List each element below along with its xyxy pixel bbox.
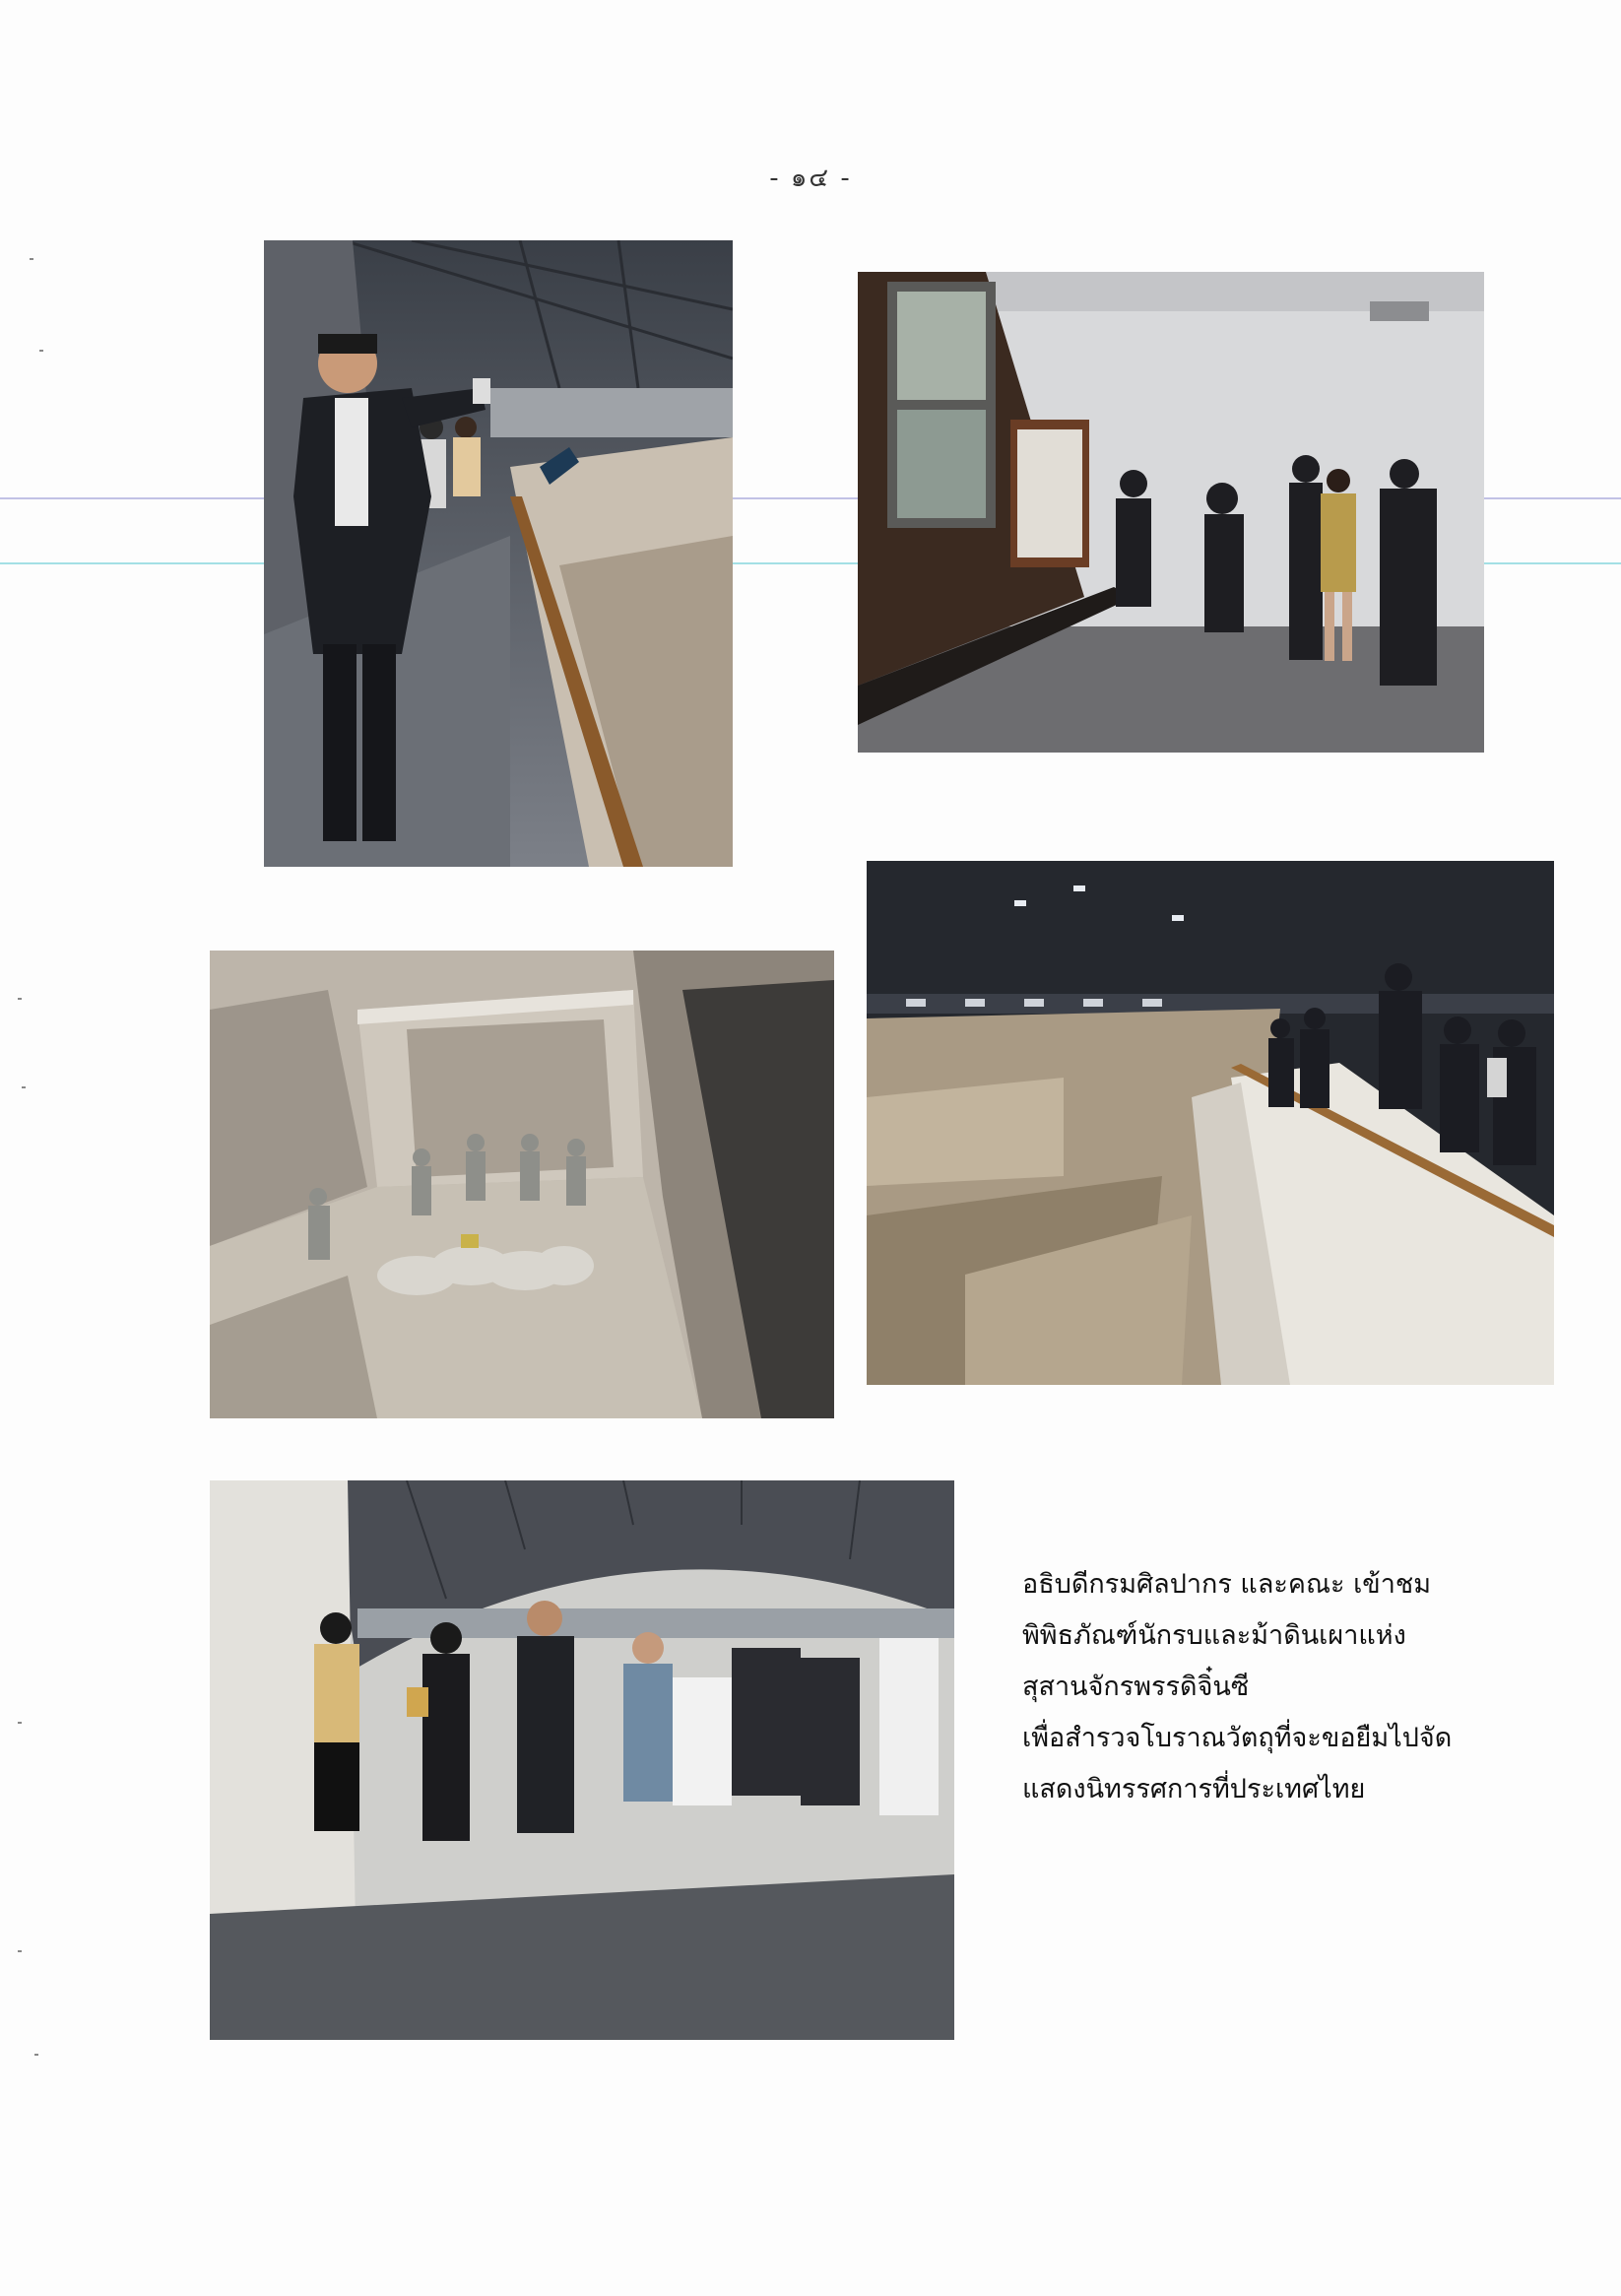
- scan-speck: [39, 350, 43, 352]
- photo-group-viewing-displays: [858, 272, 1484, 753]
- scan-speck: [18, 998, 22, 1000]
- caption-line: เพื่อสำรวจโบราณวัตถุที่จะขอยืมไปจัด: [1022, 1723, 1453, 1753]
- photo-visitor-at-railing: [264, 240, 733, 867]
- caption-line: แสดงนิทรรศการที่ประเทศไทย: [1022, 1774, 1366, 1804]
- photo-group-walking-hall: [210, 1480, 954, 2040]
- scan-speck: [18, 1722, 22, 1724]
- scan-speck: [34, 2054, 38, 2056]
- caption-line: สุสานจักรพรรดิจิ๋นซี: [1022, 1672, 1250, 1702]
- scan-speck: [22, 1086, 26, 1088]
- page-number: - ๑๔ -: [769, 164, 852, 193]
- photo-5-image: [210, 1480, 954, 2040]
- photo-4-image: [867, 861, 1554, 1385]
- photo-terracotta-warriors-pit: [210, 951, 834, 1418]
- photo-excavation-hall-visitors: [867, 861, 1554, 1385]
- photo-2-image: [858, 272, 1484, 753]
- scan-speck: [30, 258, 33, 260]
- caption-line: พิพิธภัณฑ์นักรบและม้าดินเผาแห่ง: [1022, 1620, 1406, 1651]
- caption-line: อธิบดีกรมศิลปากร และคณะ เข้าชม: [1022, 1569, 1432, 1600]
- photo-caption: [1022, 1559, 1554, 1815]
- photo-3-image: [210, 951, 834, 1418]
- scan-speck: [18, 1950, 22, 1952]
- photo-1-image: [264, 240, 733, 867]
